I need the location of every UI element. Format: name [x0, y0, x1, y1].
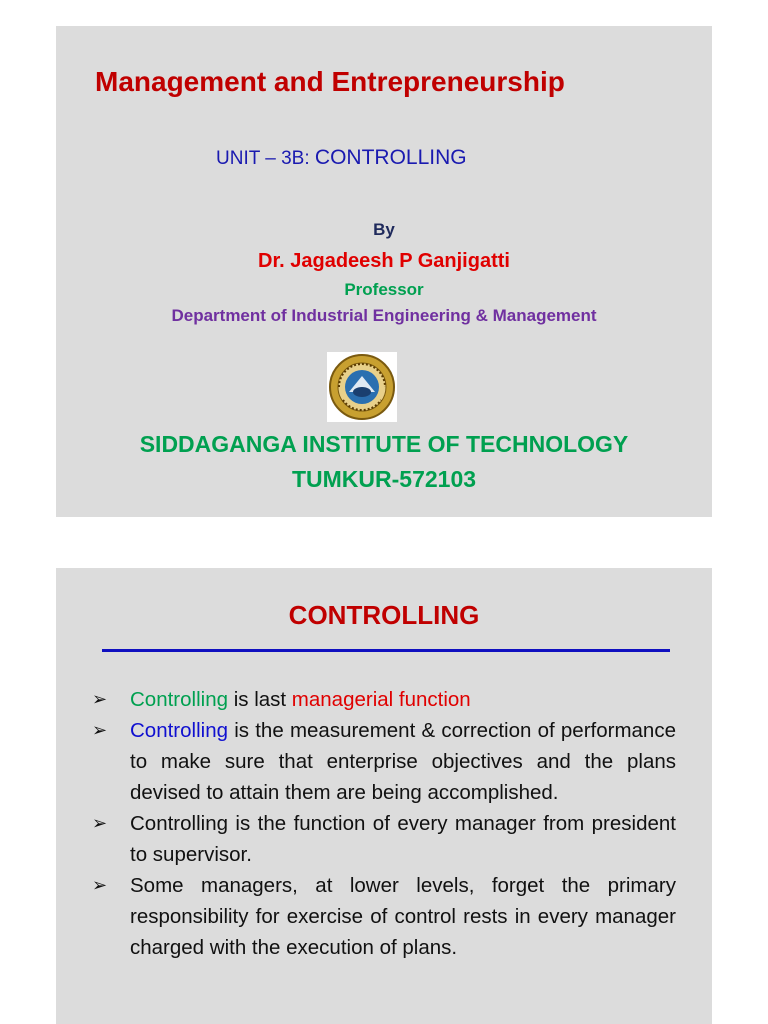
course-title: Management and Entrepreneurship — [95, 66, 565, 97]
author-name: Dr. Jagadeesh P Ganjigatti — [258, 250, 510, 272]
unit-topic: CONTROLLING — [314, 146, 467, 169]
keyword-controlling: Controlling — [130, 719, 228, 742]
bullet-item — [92, 870, 676, 963]
bullet-list — [92, 684, 676, 963]
institute-logo — [327, 352, 397, 422]
title-slide — [56, 26, 712, 517]
arrow-bullet-icon: ➢ — [92, 813, 108, 833]
arrow-bullet-icon: ➢ — [92, 689, 108, 709]
arrow-bullet-icon: ➢ — [92, 720, 108, 740]
bullet-item — [92, 684, 676, 715]
by-label: By — [373, 220, 395, 239]
bullet-text: Controlling is the function of every manager from president to supervisor. — [130, 812, 676, 866]
author-role: Professor — [344, 280, 424, 299]
bullet-text: is the measurement & correction of performance to make sure that enterprise objectives and the plans devised to attain them are being accomplished. — [130, 719, 676, 804]
controlling-slide — [56, 568, 712, 1024]
unit-prefix: UNIT – 3B: — [216, 148, 315, 169]
keyword-controlling: Controlling — [130, 688, 228, 711]
title-divider — [102, 649, 670, 652]
institute-seal-icon — [327, 352, 397, 422]
slide-title: CONTROLLING — [288, 600, 480, 630]
bullet-text: is last — [228, 688, 292, 711]
institute-city: TUMKUR-572103 — [291, 466, 477, 492]
bullet-item — [92, 808, 676, 870]
arrow-bullet-icon: ➢ — [92, 875, 108, 895]
institute-name: SIDDAGANGA INSTITUTE OF TECHNOLOGY — [139, 431, 629, 457]
bullet-text: Some managers, at lower levels, forget the primary responsibility for exercise of control rests in every manager charged with the execution of plans. — [130, 874, 676, 959]
keyword-managerial-function: managerial function — [291, 688, 471, 711]
unit-heading — [216, 146, 467, 170]
bullet-item — [92, 715, 676, 808]
department-name: Department of Industrial Engineering & Management — [171, 306, 597, 325]
